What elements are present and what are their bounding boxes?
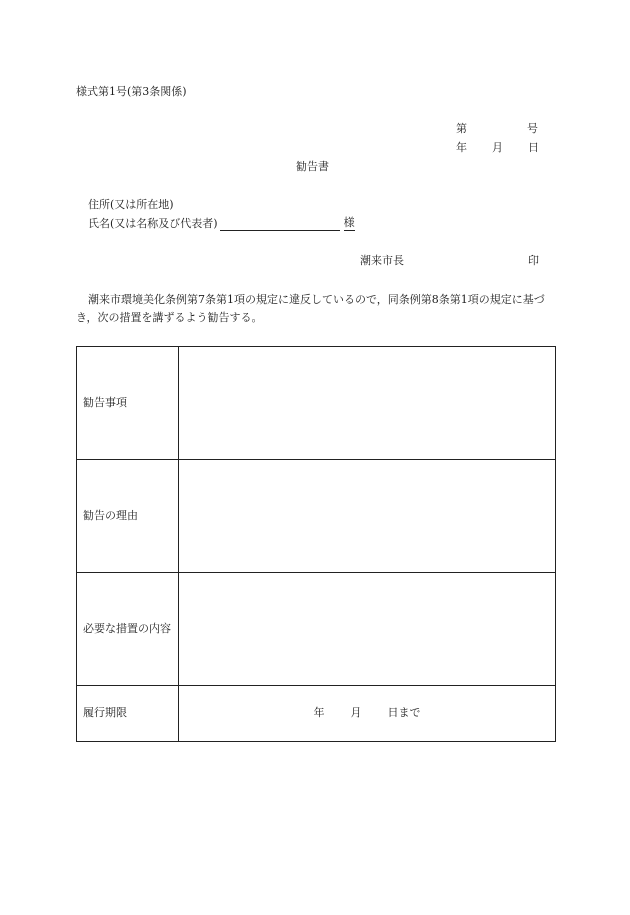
honorific-sama: 様 — [344, 216, 355, 231]
row-value-reason — [179, 460, 556, 573]
deadline-year: 年 — [313, 706, 325, 720]
name-label: 氏名(又は名称及び代表者) — [88, 217, 218, 230]
form-id: 様式第1号(第3条関係) — [76, 85, 187, 98]
deadline-date — [185, 706, 549, 720]
table-row — [77, 686, 556, 742]
date-year-label: 年 — [456, 141, 467, 154]
mayor-label: 潮来市長 — [360, 254, 404, 267]
row-label-reason: 勧告の理由 — [77, 460, 179, 573]
deadline-day-until: 日まで — [387, 706, 421, 720]
date-day-label: 日 — [528, 141, 539, 154]
row-value-recommendation-items — [179, 347, 556, 460]
row-label-required-measures: 必要な措置の内容 — [77, 573, 179, 686]
table-row — [77, 573, 556, 686]
number-dai-label: 第 — [456, 122, 467, 135]
table-row — [77, 347, 556, 460]
row-value-deadline — [179, 686, 556, 742]
number-go-label: 号 — [527, 122, 538, 135]
seal-label: 印 — [528, 254, 539, 267]
row-value-required-measures — [179, 573, 556, 686]
name-blank-line — [220, 218, 340, 231]
table-row — [77, 460, 556, 573]
address-label: 住所(又は所在地) — [88, 198, 174, 211]
date-month-label: 月 — [492, 141, 503, 154]
body-paragraph: 潮来市環境美化条例第7条第1項の規定に違反しているので，同条例第8条第1項の規定に基づき，次の措置を講ずるよう勧告する。 — [76, 293, 545, 325]
row-label-deadline: 履行期限 — [77, 686, 179, 742]
deadline-month: 月 — [350, 706, 362, 720]
name-row — [88, 216, 355, 231]
recommendation-table — [76, 346, 556, 742]
row-label-recommendation-items: 勧告事項 — [77, 347, 179, 460]
document-title: 勧告書 — [296, 160, 329, 173]
